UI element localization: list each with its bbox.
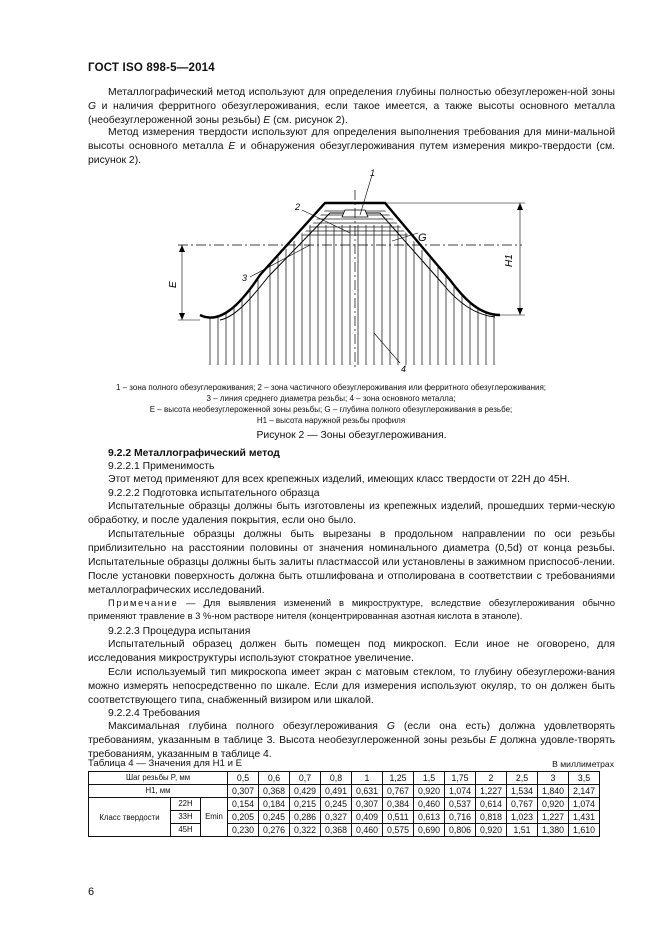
table-cell: 1,380	[538, 824, 569, 837]
table-cell: 0,286	[290, 811, 321, 824]
table-cell: 1,534	[507, 785, 538, 798]
table-cell: 0,575	[383, 824, 414, 837]
table-cell: 0,8	[321, 772, 352, 785]
table-cell: 0,767	[507, 798, 538, 811]
table-cell: 2,5	[507, 772, 538, 785]
table-cell: 0,368	[259, 785, 290, 798]
subsection-2-paragraph-1: Испытательные образцы должны быть изготовлены из крепежных изделий, прошедших терми-ческую обработку, и после удаления покрытия, если оно было.	[88, 501, 615, 526]
table-cell: 0,920	[414, 785, 445, 798]
table-cell: 1,227	[538, 811, 569, 824]
values-table	[88, 771, 600, 837]
table-cell: 0,5	[228, 772, 259, 785]
g-label: G	[418, 232, 427, 244]
subsection-1-text: Этот метод применяют для всех крепежных изделий, имеющих класс твердости от 22H до 45H.	[108, 474, 571, 485]
subsection-2-paragraph-2: Испытательные образцы должны быть вырезаны в продольном направлении по оси резьбы приблизительно на расстоянии половины от значения номинального диаметра (0,5d) от конца резьбы. Испытательные образцы должны быть залиты пластмассой или установлены в зажимном приспособ-лении. После установки поверхность должна быть отшлифована и отполирована в соответствии с требованиями металлографических исследований.	[88, 529, 615, 596]
subsection-3-title: 9.2.2.3 Процедура испытания	[108, 626, 251, 637]
table-cell: 0,767	[383, 785, 414, 798]
table-cell: 0,327	[321, 811, 352, 824]
table-cell: 0,245	[321, 798, 352, 811]
table-cell: 0,7	[290, 772, 321, 785]
table-cell: 1,51	[507, 824, 538, 837]
table-cell: 0,368	[321, 824, 352, 837]
table-cell: 0,460	[352, 824, 383, 837]
table-cell: 0,429	[290, 785, 321, 798]
table-cell: 1,074	[445, 785, 476, 798]
class-22h: 22H	[171, 798, 201, 811]
table-cell: 0,215	[290, 798, 321, 811]
table-row-22h	[89, 798, 600, 811]
table-cell: 0,491	[321, 785, 352, 798]
h1-label: H1, мм	[89, 785, 228, 798]
table-cell: 0,537	[445, 798, 476, 811]
table-cell: 0,307	[228, 785, 259, 798]
class-45h: 45H	[171, 824, 201, 837]
table-cell: 0,920	[538, 798, 569, 811]
figure-legend-line-1: 1 – зона полного обезуглероживания; 2 – зона частичного обезуглероживания или ферритного обезуглероживания;	[115, 383, 547, 392]
page-number: 6	[88, 886, 95, 898]
label-2: 2	[295, 202, 301, 212]
label-4: 4	[401, 364, 407, 374]
table-cell: 0,230	[228, 824, 259, 837]
table-cell: 0,322	[290, 824, 321, 837]
document-header: ГОСТ ISO 898-5—2014	[88, 62, 215, 74]
table-cell: 0,614	[476, 798, 507, 811]
table-cell: 3,5	[569, 772, 600, 785]
table-row-h1	[89, 785, 600, 798]
table-cell: 1,431	[569, 811, 600, 824]
table-cell: 0,460	[414, 798, 445, 811]
table-row-pitch	[89, 772, 600, 785]
table-cell: 2	[476, 772, 507, 785]
pitch-label: Шаг резьбы P, мм	[89, 772, 228, 785]
table-cell: 1,610	[569, 824, 600, 837]
table-cell: 1,840	[538, 785, 569, 798]
table-cell: 0,613	[414, 811, 445, 824]
section-heading: 9.2.2 Металлографический метод	[108, 448, 280, 459]
emin-label: Emin	[201, 798, 228, 837]
class-33h: 33H	[171, 811, 201, 824]
table-cell: 0,690	[414, 824, 445, 837]
table-caption: Таблица 4 — Значения для H1 и E	[88, 758, 243, 769]
intro-paragraph-1: Металлографический метод используют для определения глубины полностью обезуглерожен-ной зоны G и наличия ферритного обезуглероживания, если такое имеется, а также высоты основного металла (необезуглероженной зоны резьбы) E (см. рисунок 2).	[88, 87, 615, 126]
table-cell: 0,6	[259, 772, 290, 785]
table-cell: 0,818	[476, 811, 507, 824]
decarburization-figure	[160, 165, 540, 380]
figure-legend-line-3: E – высота необезуглероженной зоны резьбы; G – глубина полного обезуглероживания в резьбе;	[149, 405, 513, 414]
subsection-4-title: 9.2.2.4 Требования	[108, 708, 200, 719]
subsection-3-paragraph-1: Испытательный образец должен быть помещен под микроскоп. Если иное не оговорено, для исследования микроструктуры используют стократное увеличение.	[88, 639, 615, 664]
class-label: Класс твердости	[89, 798, 171, 837]
h1-dimension-label: H1	[504, 254, 515, 267]
table-cell: 2,147	[569, 785, 600, 798]
table-cell: 0,384	[383, 798, 414, 811]
table-cell: 0,154	[228, 798, 259, 811]
table-cell: 1,074	[569, 798, 600, 811]
table-cell: 0,806	[445, 824, 476, 837]
label-3: 3	[242, 273, 248, 283]
table-cell: 3	[538, 772, 569, 785]
note-paragraph: Примечание — Для выявления изменений в микроструктуре, вследствие обезуглероживания обычно применяют травление в 3 %-ном растворе нителя (концентрированная азотная кислота в этаноле).	[88, 597, 615, 621]
table-cell: 0,920	[476, 824, 507, 837]
figure-caption: Рисунок 2 — Зоны обезуглероживания.	[256, 430, 447, 441]
table-cell: 0,205	[228, 811, 259, 824]
table-cell: 0,184	[259, 798, 290, 811]
table-cell: 0,511	[383, 811, 414, 824]
table-cell: 1,75	[445, 772, 476, 785]
subsection-1-title: 9.2.2.1 Применимость	[108, 461, 215, 472]
e-dimension-label: E	[168, 281, 179, 288]
table-units: В миллиметрах	[552, 759, 614, 769]
table-cell: 1,5	[414, 772, 445, 785]
table-cell: 0,276	[259, 824, 290, 837]
table-cell: 0,631	[352, 785, 383, 798]
label-1: 1	[370, 168, 376, 178]
table-cell: 1,25	[383, 772, 414, 785]
table-cell: 1,023	[507, 811, 538, 824]
table-cell: 0,716	[445, 811, 476, 824]
intro-paragraph-2: Метод измерения твердости используют для определения выполнения требования для мини-мальной высоты основного металла E и обнаружения обезуглероживания путем измерения микро-твердости (см. рисунок 2).	[88, 127, 615, 166]
table-cell: 0,245	[259, 811, 290, 824]
table-cell: 0,409	[352, 811, 383, 824]
subsection-2-title: 9.2.2.2 Подготовка испытательного образца	[108, 488, 320, 499]
figure-legend-line-4: H1 – высота наружной резьбы профиля	[256, 416, 406, 425]
table-cell: 0,307	[352, 798, 383, 811]
subsection-4-paragraph: Максимальная глубина полного обезуглероживания G (если она есть) должна удовлетворять требованиям, указанным в таблице 3. Высота необезуглероженной зоны резьбы E должна удовле-творять требованиям, указанным в таблице 4.	[88, 721, 615, 760]
figure-legend-line-2: 3 – линия среднего диаметра резьбы; 4 – зона основного металла;	[206, 394, 456, 403]
table-cell: 1	[352, 772, 383, 785]
subsection-3-paragraph-2: Если используемый тип микроскопа имеет экран с матовым стеклом, то глубину обезуглерожи-вания можно измерять непосредственно по шкале. Если для измерения используют окуляр, то он должен быть соответствующего типа, снабженный визиром или шкалой.	[88, 667, 615, 706]
table-cell: 1,227	[476, 785, 507, 798]
